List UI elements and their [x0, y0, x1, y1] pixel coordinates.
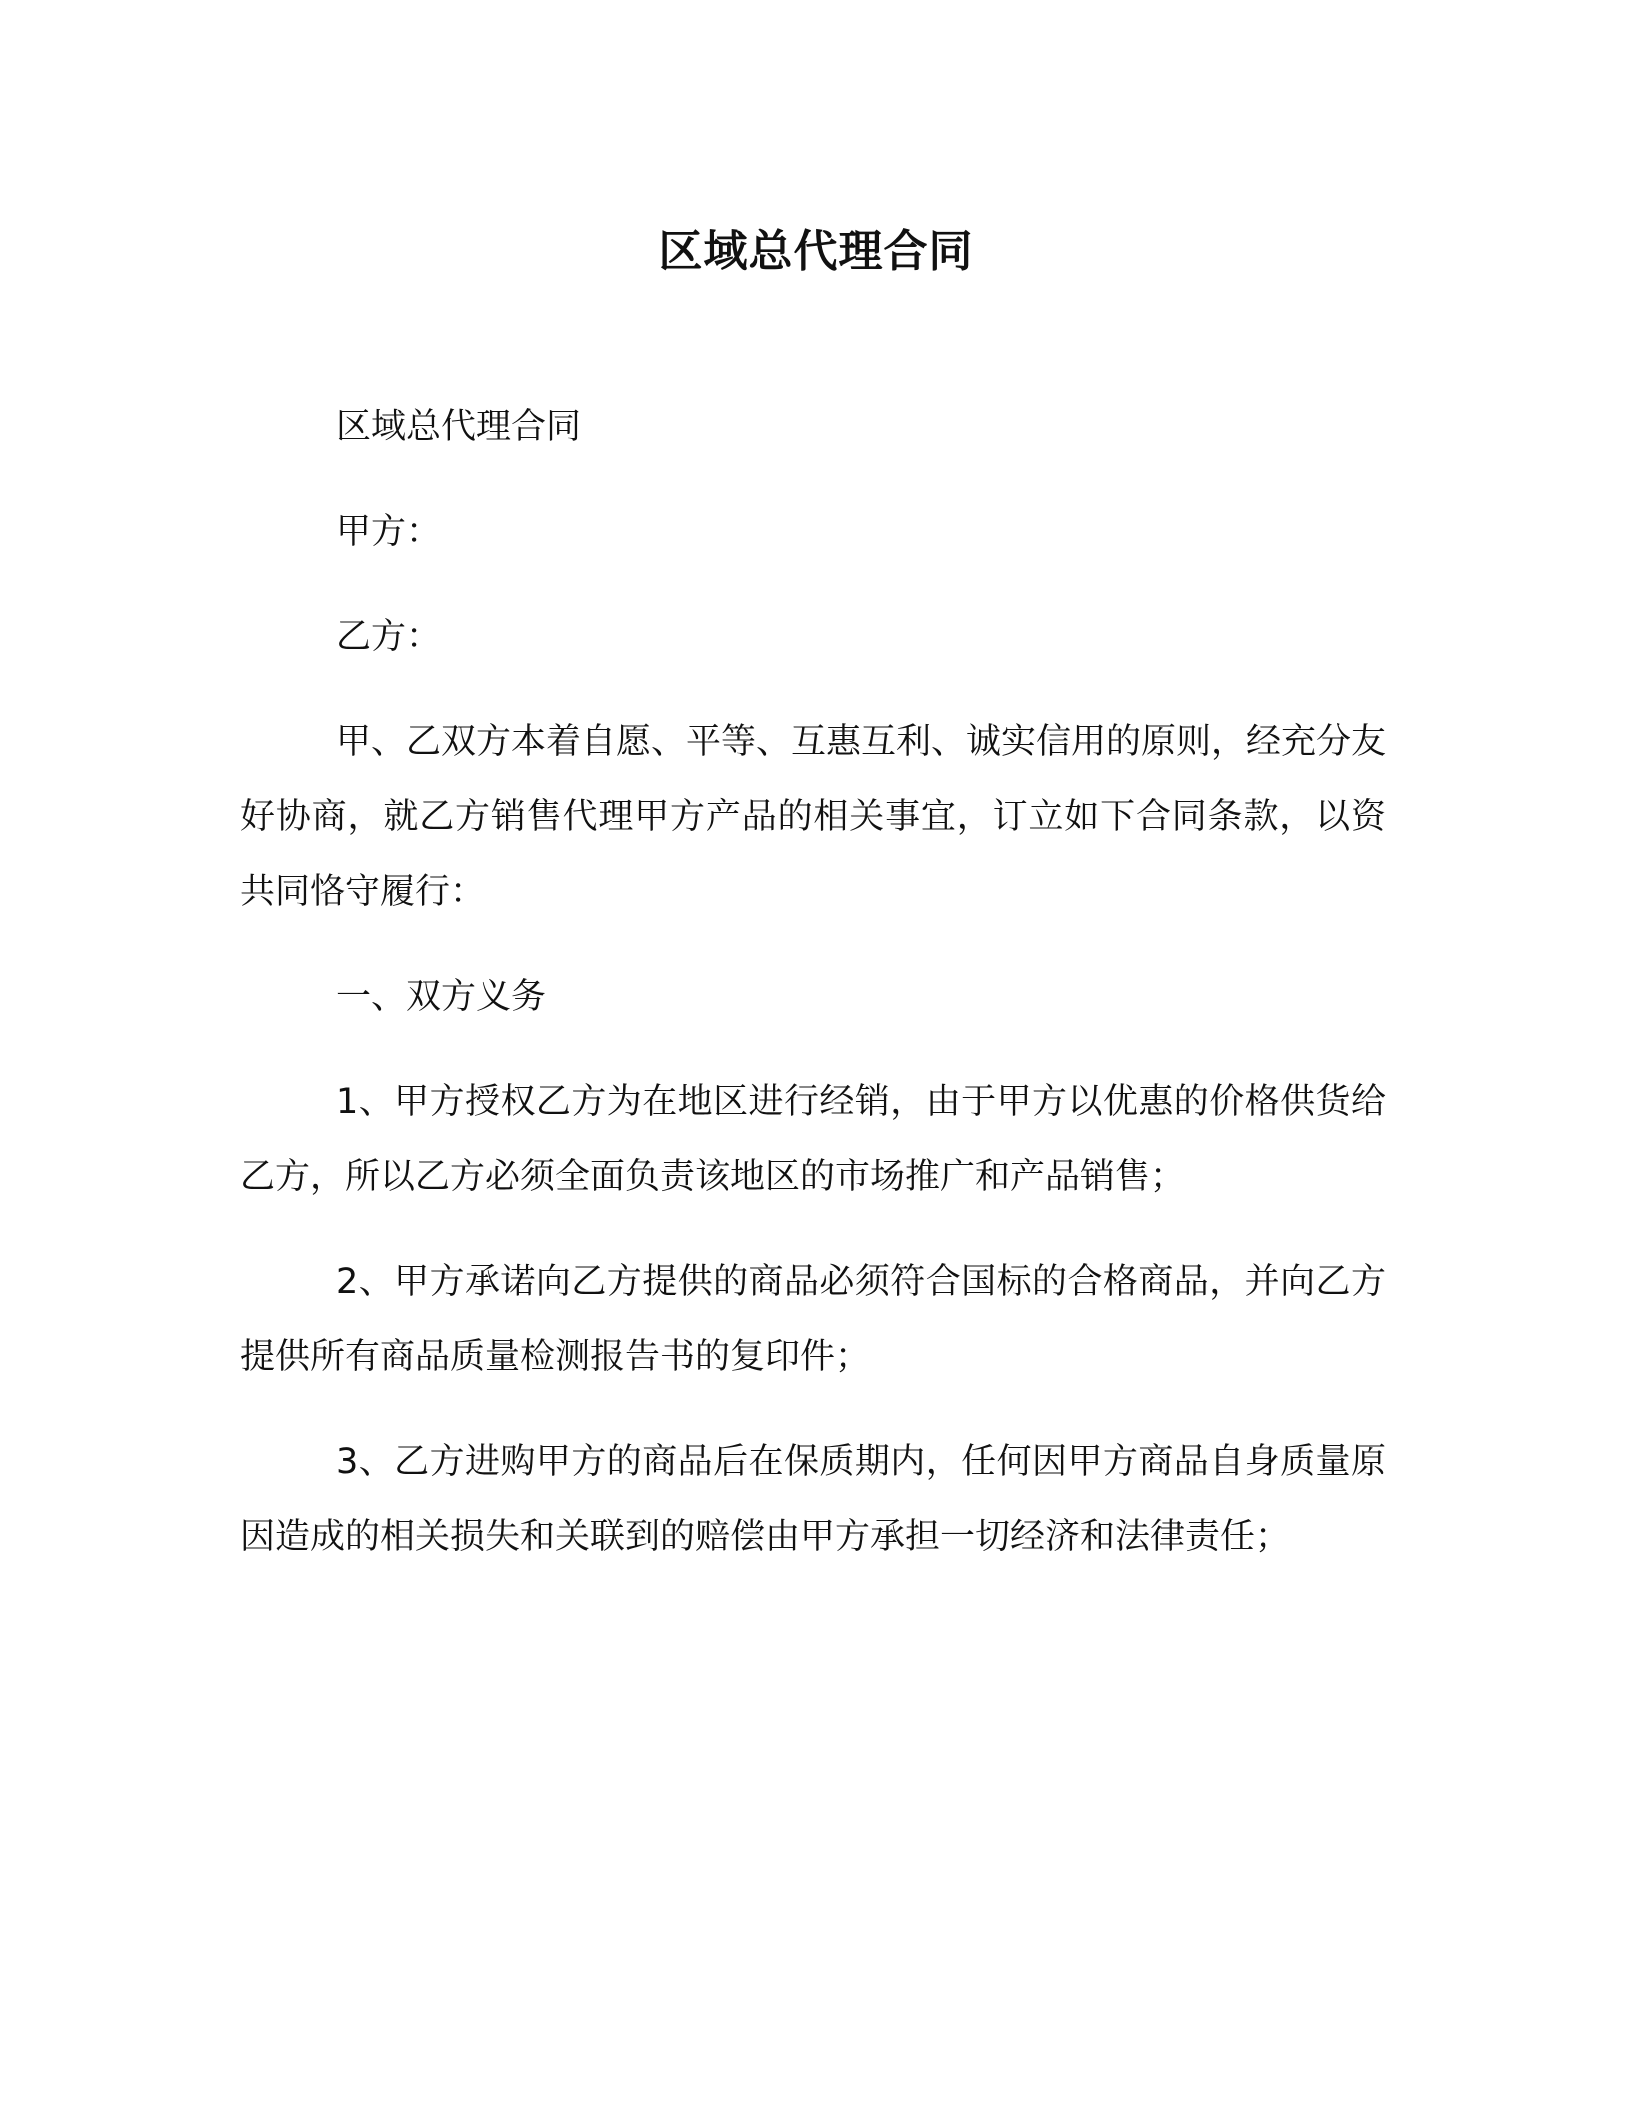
- section-heading-obligations: 一、双方义务: [336, 977, 547, 1017]
- party-a-line: 甲方：: [336, 512, 442, 552]
- clause-2: 2、甲方承诺向乙方提供的商品必须符合国标的合格商品，并向乙方提供所有商品质量检测报告书的复印件；: [240, 1262, 1386, 1377]
- clause-1: 1、甲方授权乙方为在地区进行经销，由于甲方以优惠的价格供货给乙方，所以乙方必须全面负责该地区的市场推广和产品销售；: [240, 1082, 1386, 1197]
- preamble-paragraph: 甲、乙双方本着自愿、平等、互惠互利、诚实信用的原则，经充分友好协商，就乙方销售代理甲方产品的相关事宜，订立如下合同条款，以资共同恪守履行：: [240, 722, 1387, 912]
- document-body: [240, 390, 1386, 1605]
- contract-name-line: 区域总代理合同: [336, 407, 582, 447]
- party-b-line: 乙方：: [336, 617, 442, 657]
- clause-3: 3、乙方进购甲方的商品后在保质期内，任何因甲方商品自身质量原因造成的相关损失和关联到的赔偿由甲方承担一切经济和法律责任；: [240, 1442, 1386, 1557]
- document-title: 区域总代理合同: [658, 226, 974, 277]
